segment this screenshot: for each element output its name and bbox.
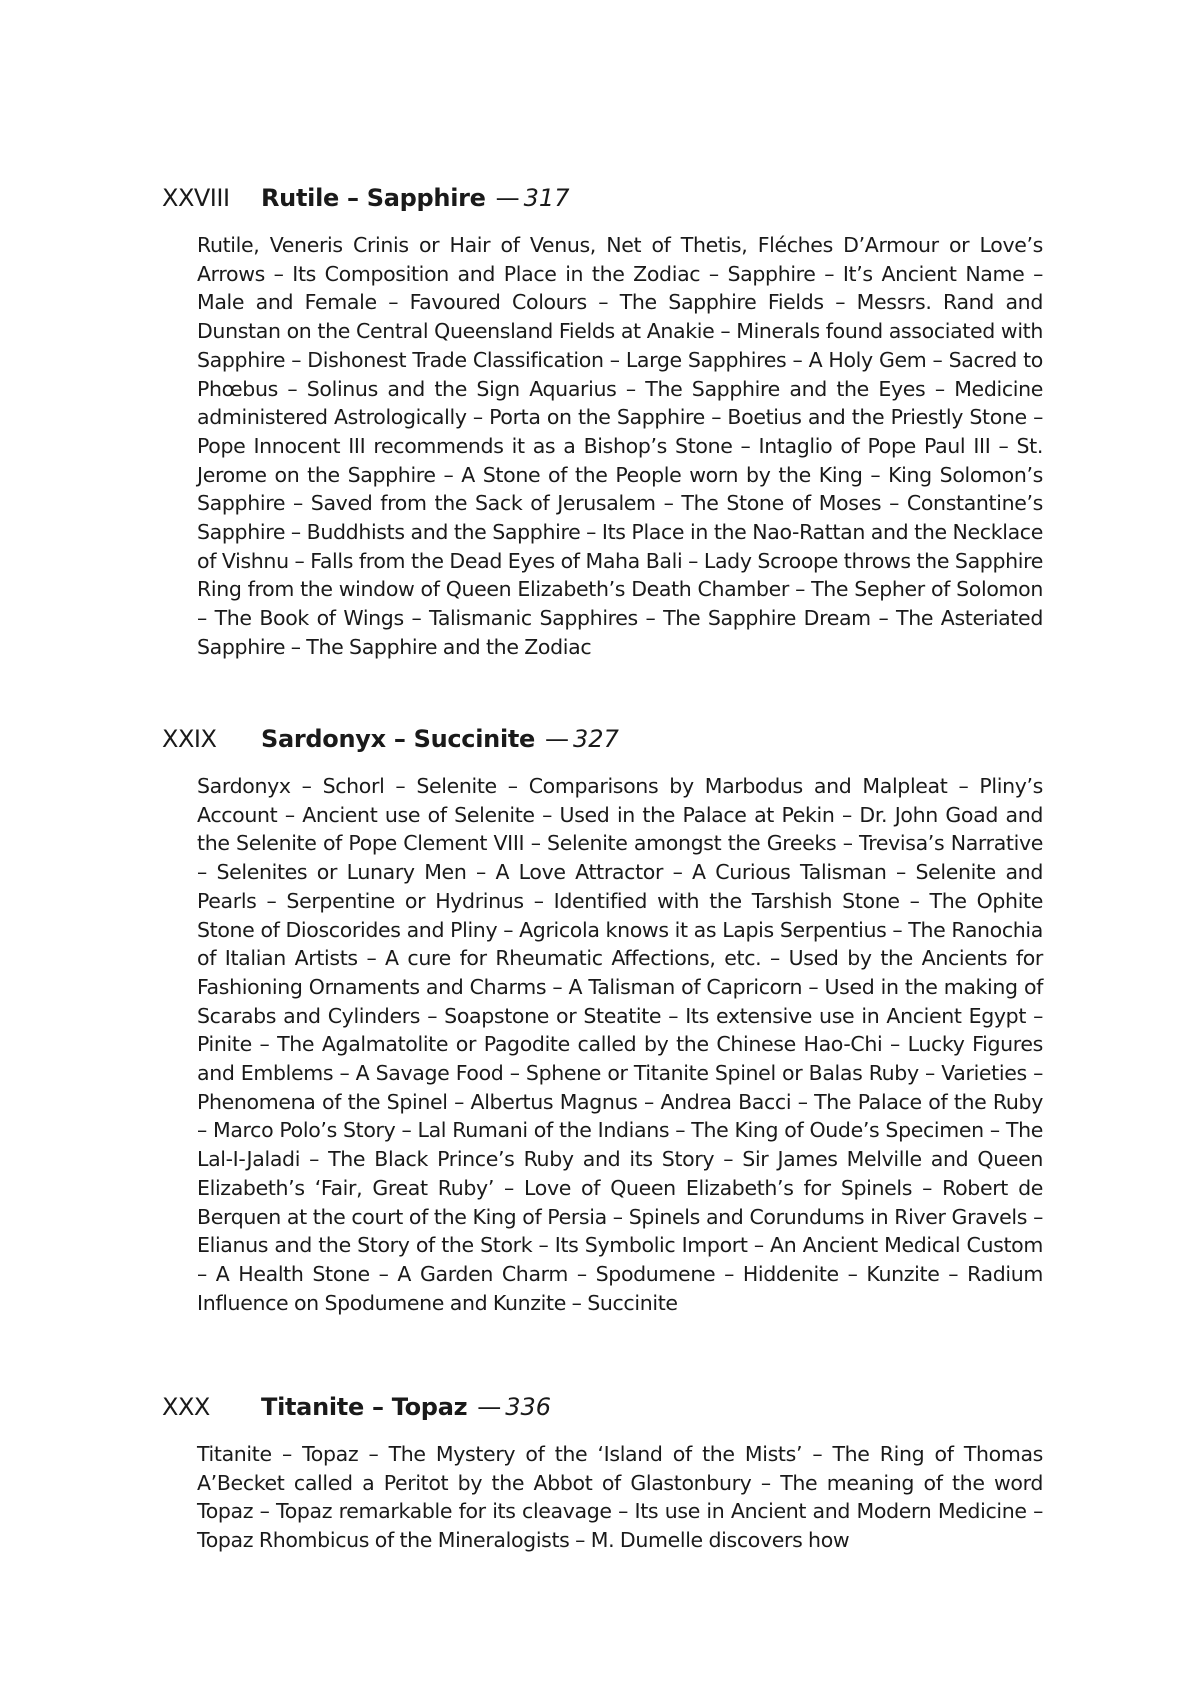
chapter-number: XXIX: [162, 725, 217, 753]
chapter-title: Titanite – Topaz: [261, 1393, 468, 1421]
chapter-entry-xxx: [162, 1392, 1042, 1555]
chapter-synopsis: Titanite – Topaz – The Mystery of the ‘Island of the Mists’ – The Ring of Thomas A’Becket called a Peritot by the Abbot of Glastonbury – The meaning of the word Topaz – Topaz remarkable for its cleavage – Its use in Ancient and Modern Medicine – Topaz Rhombicus of the Mineralogists – M. Dumelle discovers how: [197, 1442, 1043, 1553]
chapter-number: XXX: [162, 1393, 210, 1421]
chapter-heading: [162, 724, 1042, 754]
chapter-heading: [162, 1392, 1042, 1422]
chapter-heading: [162, 183, 1042, 213]
chapter-page-number: 336: [505, 1393, 552, 1421]
chapter-entry-xxviii: [162, 183, 1042, 662]
chapter-title: Rutile – Sapphire: [261, 184, 486, 212]
heading-dash: —: [495, 184, 520, 212]
chapter-title: Sardonyx – Succinite: [261, 725, 536, 753]
chapter-synopsis: Sardonyx – Schorl – Selenite – Comparisons by Marbodus and Malpleat – Pliny’s Account – Ancient use of Selenite – Used in the Palace at Pekin – Dr. John Goad and the Selenite of Pope Clement VIII – Selenite amongst the Greeks – Trevisa’s Narrative – Selenites or Lunary Men – A Love Attractor – A Curious Talisman – Selenite and Pearls – Serpentine or Hydrinus – Identified with the Tarshish Stone – The Ophite Stone of Dioscorides and Pliny – Agricola knows it as Lapis Serpentius – The Ranochia of Italian Artists – A cure for Rheumatic Affections, etc. – Used by the Ancients for Fashioning Ornaments and Charms – A Talisman of Capricorn – Used in the making of Scarabs and Cylinders – Soapstone or Steatite – Its extensive use in Ancient Egypt – Pinite – The Agalmatolite or Pagodite called by the Chinese Hao-Chi – Lucky Figures and Emblems – A Savage Food – Sphene or Titanite Spinel or Balas Ruby – Varieties – Phenomena of the Spinel – Albertus Magnus – Andrea Bacci – The Palace of the Ruby – Marco Polo’s Story – Lal Rumani of the Indians – The King of Oude’s Specimen – The Lal-I-Jaladi – The Black Prince’s Ruby and its Story – Sir James Melville and Queen Elizabeth’s ‘Fair, Great Ruby’ – Love of Queen Elizabeth’s for Spinels – Robert de Berquen at the court of the King of Persia – Spinels and Corundums in River Gravels – Elianus and the Story of the Stork – Its Symbolic Import – An Ancient Medical Custom – A Health Stone – A Garden Charm – Spodumene – Hiddenite – Kunzite – Radium Influence on Spodumene and Kunzite – Succinite: [197, 774, 1043, 1315]
chapter-page-number: 317: [523, 184, 570, 212]
chapter-number: XXVIII: [162, 184, 230, 212]
heading-dash: —: [477, 1393, 502, 1421]
chapter-page-number: 327: [573, 725, 619, 753]
chapter-entry-xxix: [162, 724, 1042, 1317]
chapter-synopsis: Rutile, Veneris Crinis or Hair of Venus, Net of Thetis, Fléches D’Armour or Love’s Arrows – Its Composition and Place in the Zodiac – Sapphire – It’s Ancient Name – Male and Female – Favoured Colours – The Sapphire Fields – Messrs. Rand and Dunstan on the Central Queensland Fields at Anakie – Minerals found associated with Sapphire – Dishonest Trade Classification – Large Sapphires – A Holy Gem – Sacred to Phœbus – Solinus and the Sign Aquarius – The Sapphire and the Eyes – Medicine administered Astrologically – Porta on the Sapphire – Boetius and the Priestly Stone – Pope Innocent III recommends it as a Bishop’s Stone – Intaglio of Pope Paul III – St. Jerome on the Sapphire – A Stone of the People worn by the King – King Solomon’s Sapphire – Saved from the Sack of Jerusalem – The Stone of Moses – Constantine’s Sapphire – Buddhists and the Sapphire – Its Place in the Nao-Rattan and the Necklace of Vishnu – Falls from the Dead Eyes of Maha Bali – Lady Scroope throws the Sapphire Ring from the window of Queen Elizabeth’s Death Chamber – The Sepher of Solomon – The Book of Wings – Talismanic Sapphires – The Sapphire Dream – The Asteriated Sapphire – The Sapphire and the Zodiac: [197, 233, 1043, 659]
heading-dash: —: [545, 725, 570, 753]
